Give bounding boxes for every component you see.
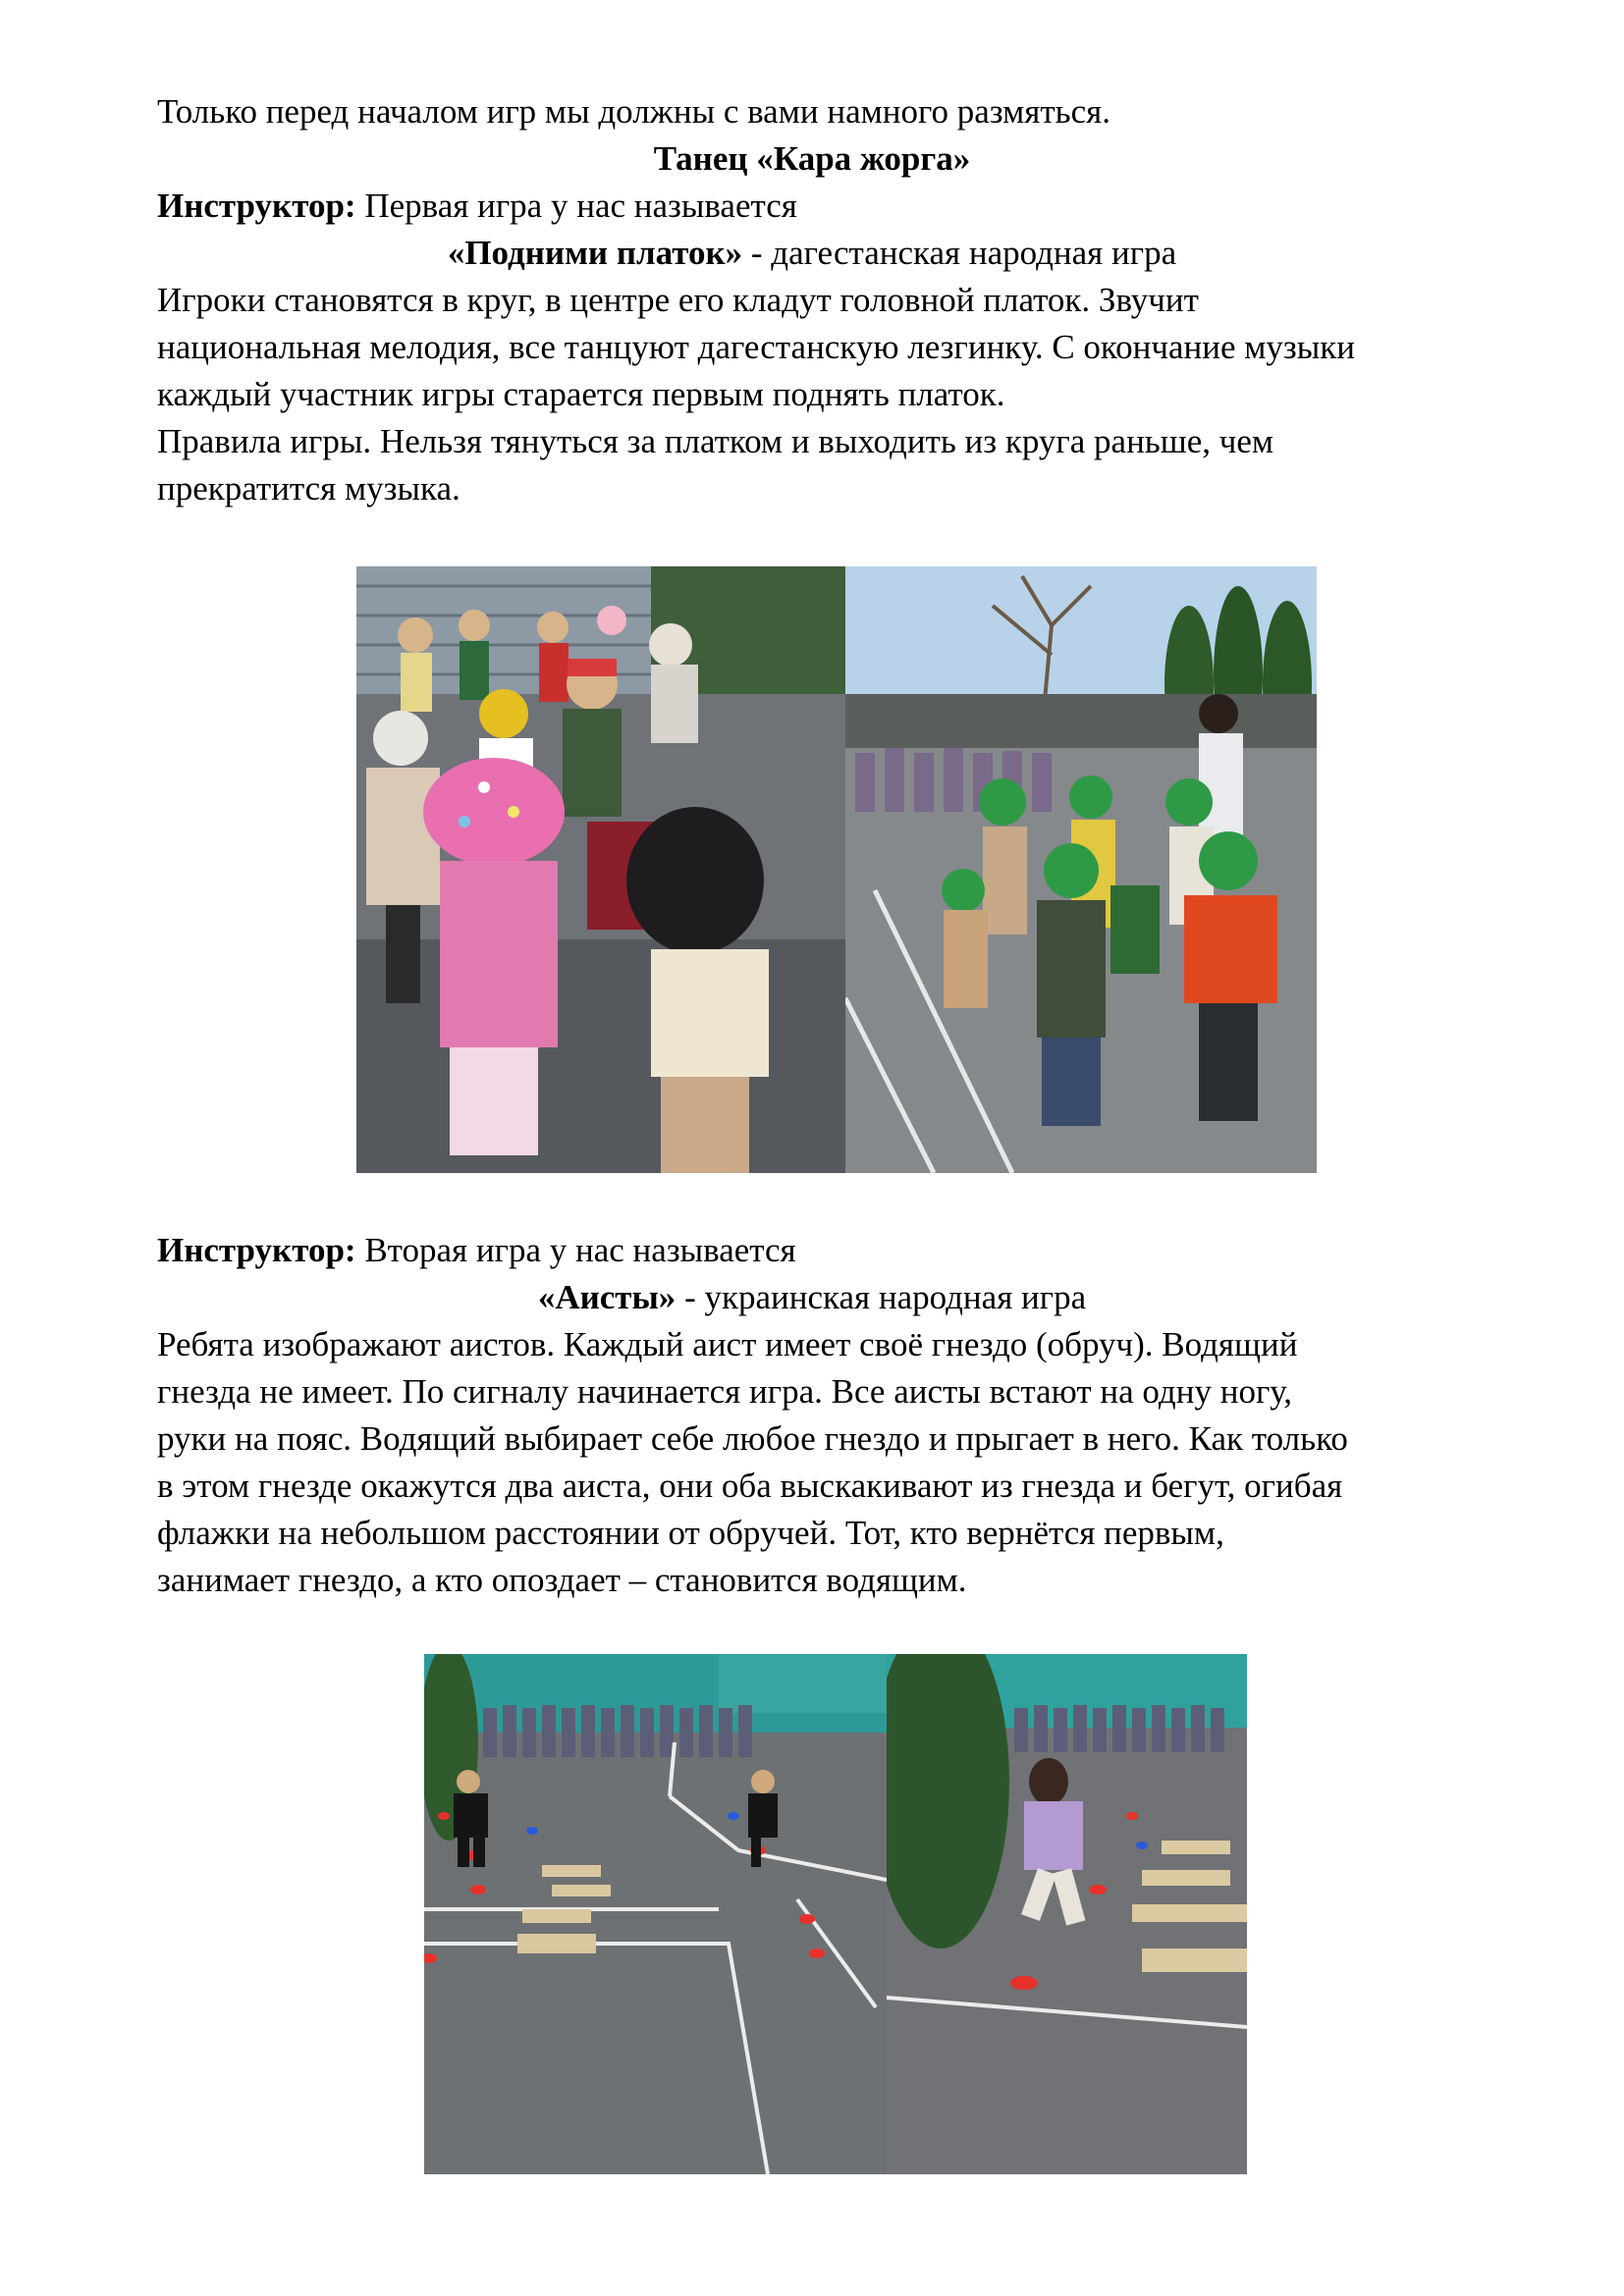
photo-green-hats — [845, 566, 1317, 1173]
instructor-label: Инструктор: — [157, 1231, 356, 1269]
paragraph-line: Игроки становятся в круг, в центре его кладут головной платок. Звучит — [157, 281, 1199, 319]
instructor-line-2 — [157, 1227, 796, 1274]
paragraph-line: Ребята изображают аистов. Каждый аист имеет своё гнездо (обруч). Водящий — [157, 1325, 1298, 1363]
paragraph-line: занимает гнездо, а кто опоздает – становится водящим. — [157, 1561, 967, 1599]
dance-title — [0, 135, 1624, 183]
instructor-text: Вторая игра у нас называется — [355, 1231, 796, 1269]
game-title-line-1 — [0, 230, 1624, 277]
photo-children-circle — [356, 566, 845, 1173]
game-subtitle: - дагестанская народная игра — [742, 234, 1177, 272]
paragraph-line: руки на пояс. Водящий выбирает себе любое гнездо и прыгает в него. Как только — [157, 1419, 1348, 1458]
paragraph-line: каждый участник игры старается первым поднять платок. — [157, 375, 1005, 413]
instructor-line-1 — [157, 183, 797, 230]
game-subtitle: - украинская народная игра — [676, 1278, 1087, 1316]
instructor-text: Первая игра у нас называется — [355, 187, 797, 225]
paragraph-line: Правила игры. Нельзя тянуться за платком и выходить из круга раньше, чем — [157, 422, 1274, 460]
game-title: «Подними платок» — [447, 234, 743, 272]
instructor-label: Инструктор: — [157, 187, 356, 225]
game-title-line-2 — [0, 1274, 1624, 1321]
photo-storks-game-2 — [887, 1654, 1247, 2174]
intro-text: Только перед началом игр мы должны с вами намного размяться. — [157, 92, 1110, 131]
paragraph-line: в этом гнезде окажутся два аиста, они оба выскакивают из гнезда и бегут, огибая — [157, 1467, 1343, 1505]
dance-title-text: Танец «Кара жорга» — [653, 139, 971, 178]
paragraph-line: прекратится музыка. — [157, 469, 460, 507]
paragraph-line: флажки на небольшом расстоянии от обручей. Тот, кто вернётся первым, — [157, 1514, 1224, 1552]
paragraph-line: национальная мелодия, все танцуют дагестанскую лезгинку. С окончание музыки — [157, 328, 1355, 366]
paragraph-line: гнезда не имеет. По сигналу начинается игра. Все аисты встают на одну ногу, — [157, 1372, 1293, 1411]
game-title: «Аисты» — [537, 1278, 677, 1316]
photo-storks-game-1 — [424, 1654, 887, 2174]
